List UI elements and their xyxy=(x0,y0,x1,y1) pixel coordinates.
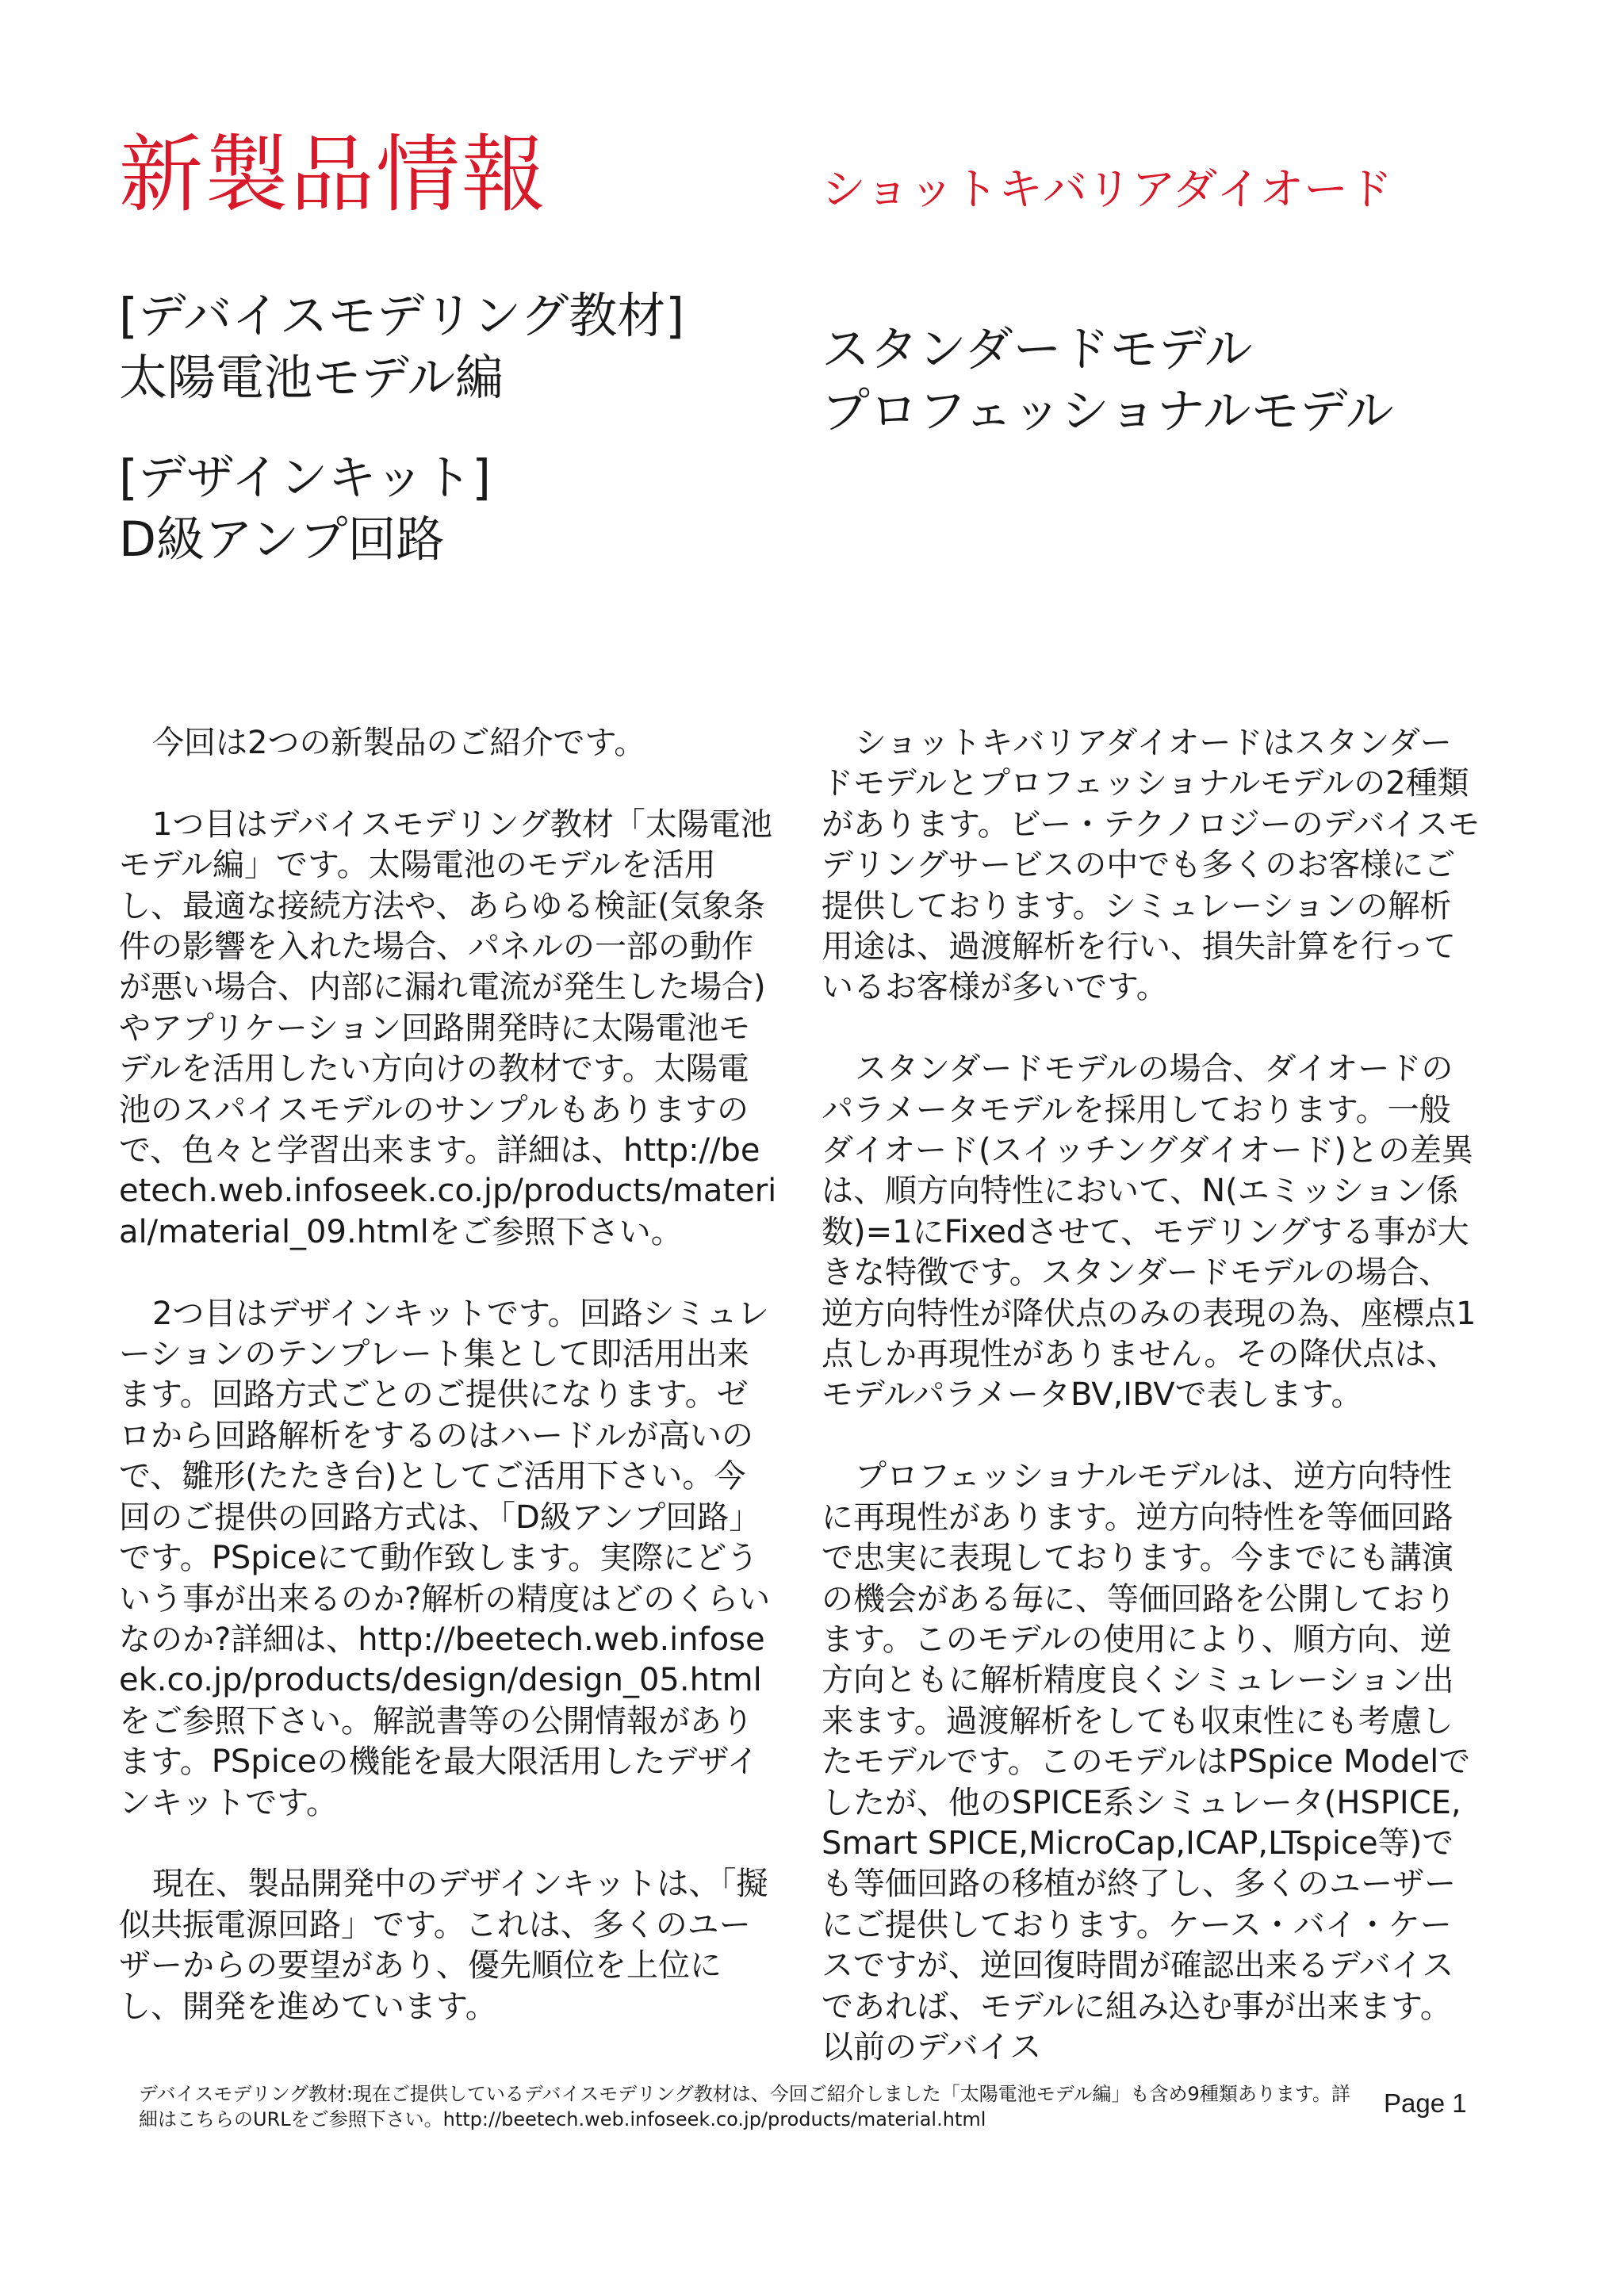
footnote: デバイスモデリング教材:現在ご提供しているデバイスモデリング教材は、今回ご紹介しました「太陽電池モデル編」も含め9種類あります。詳細はこちらのURLをご参照下さい。http://beetech.web.infoseek.co.jp/products/material.html xyxy=(139,2083,1350,2130)
product-category-title: ショットキバリアダイオード xyxy=(822,164,1393,216)
right-column-body xyxy=(822,723,1480,2068)
development-paragraph: 現在、製品開発中のデザインキットは、「擬似共振電源回路」です。これは、多くのユーザーからの要望があり、優先順位を上位にし、開発を進めています。 xyxy=(119,1866,768,2025)
solar-cell-paragraph: 1つ目はデバイスモデリング教材「太陽電池モデル編」です。太陽電池のモデルを活用し、最適な接続方法や、あらゆる検証(気象条件の影響を入れた場合、パネルの一部の動作が悪い場合、内部に漏れ電流が発生した場合)やアプリケーション回路開発時に太陽電池モデルを活用したい方向けの教材です。太陽電池のスパイスモデルのサンプルもありますので、色々と学習出来ます。詳細は、http://beetech.web.infoseek.co.jp/products/material/material_09.htmlをご参照下さい。 xyxy=(119,806,777,1250)
product2-heading xyxy=(119,447,491,571)
page-number: Page 1 xyxy=(1384,2088,1467,2118)
page-title: 新製品情報 xyxy=(119,126,547,224)
product1-heading-line2: 太陽電池モデル編 xyxy=(119,350,504,406)
intro-paragraph: 今回は2つの新製品のご紹介です。 xyxy=(152,725,646,761)
model-types-heading-line2: プロフェッショナルモデル xyxy=(822,383,1394,439)
professional-model-paragraph: プロフェッショナルモデルは、逆方向特性に再現性があります。逆方向特性を等価回路で忠実に表現しております。今までにも講演の機会がある毎に、等価回路を公開しております。このモデルの使用により、順方向、逆方向ともに解析精度良くシミュレーション出来ます。過渡解析をしても収束性にも考慮したモデルです。このモデルはPSpice Modelでしたが、他のSPICE系シミュレータ(HSPICE,Smart SPICE,MicroCap,ICAP,LTspice等)でも等価回路の移植が終了し、多くのユーザーにご提供しております。ケース・バイ・ケースですが、逆回復時間が確認出来るデバイスであれば、モデルに組み込む事が出来ます。以前のデバイス xyxy=(822,1458,1471,2065)
model-types-heading xyxy=(822,319,1394,442)
model-types-heading-line1: スタンダードモデル xyxy=(822,321,1253,377)
product2-heading-line1: [デザインキット] xyxy=(119,450,492,506)
product1-heading-line1: [デバイスモデリング教材] xyxy=(119,288,685,344)
design-kit-paragraph: 2つ目はデザインキットです。回路シミュレーションのテンプレート集として即活用出来ます。回路方式ごとのご提供になります。ゼロから回路解析をするのはハードルが高いので、雛形(たたき台)としてご活用下さい。今回のご提供の回路方式は、「D級アンプ回路」です。PSpiceにて動作致します。実際にどういう事が出来るのか?解析の精度はどのくらいなのか?詳細は、http://beetech.web.infoseek.co.jp/products/design/design_05.htmlをご参照下さい。解説書等の公開情報があります。PSpiceの機能を最大限活用したデザインキットです。 xyxy=(119,1295,771,1821)
left-column-body xyxy=(119,723,777,2027)
standard-model-paragraph: スタンダードモデルの場合、ダイオードのパラメータモデルを採用しております。一般ダイオード(スイッチングダイオード)との差異は、順方向特性において、N(エミッション係数)=1にFixedさせて、モデリングする事が大きな特徴です。スタンダードモデルの場合、逆方向特性が降伏点のみの表現の為、座標点1点しか再現性がありません。その降伏点は、モデルパラメータBV,IBVで表します。 xyxy=(822,1051,1477,1414)
product1-heading xyxy=(119,285,684,409)
sbd-intro-paragraph: ショットキバリアダイオードはスタンダードモデルとプロフェッショナルモデルの2種類があります。ビー・テクノロジーのデバイスモデリングサービスの中でも多くのお客様にご提供しております。シミュレーションの解析用途は、過渡解析を行い、損失計算を行っているお客様が多いです。 xyxy=(822,725,1480,1006)
product2-heading-line2: D級アンプ回路 xyxy=(119,511,445,568)
